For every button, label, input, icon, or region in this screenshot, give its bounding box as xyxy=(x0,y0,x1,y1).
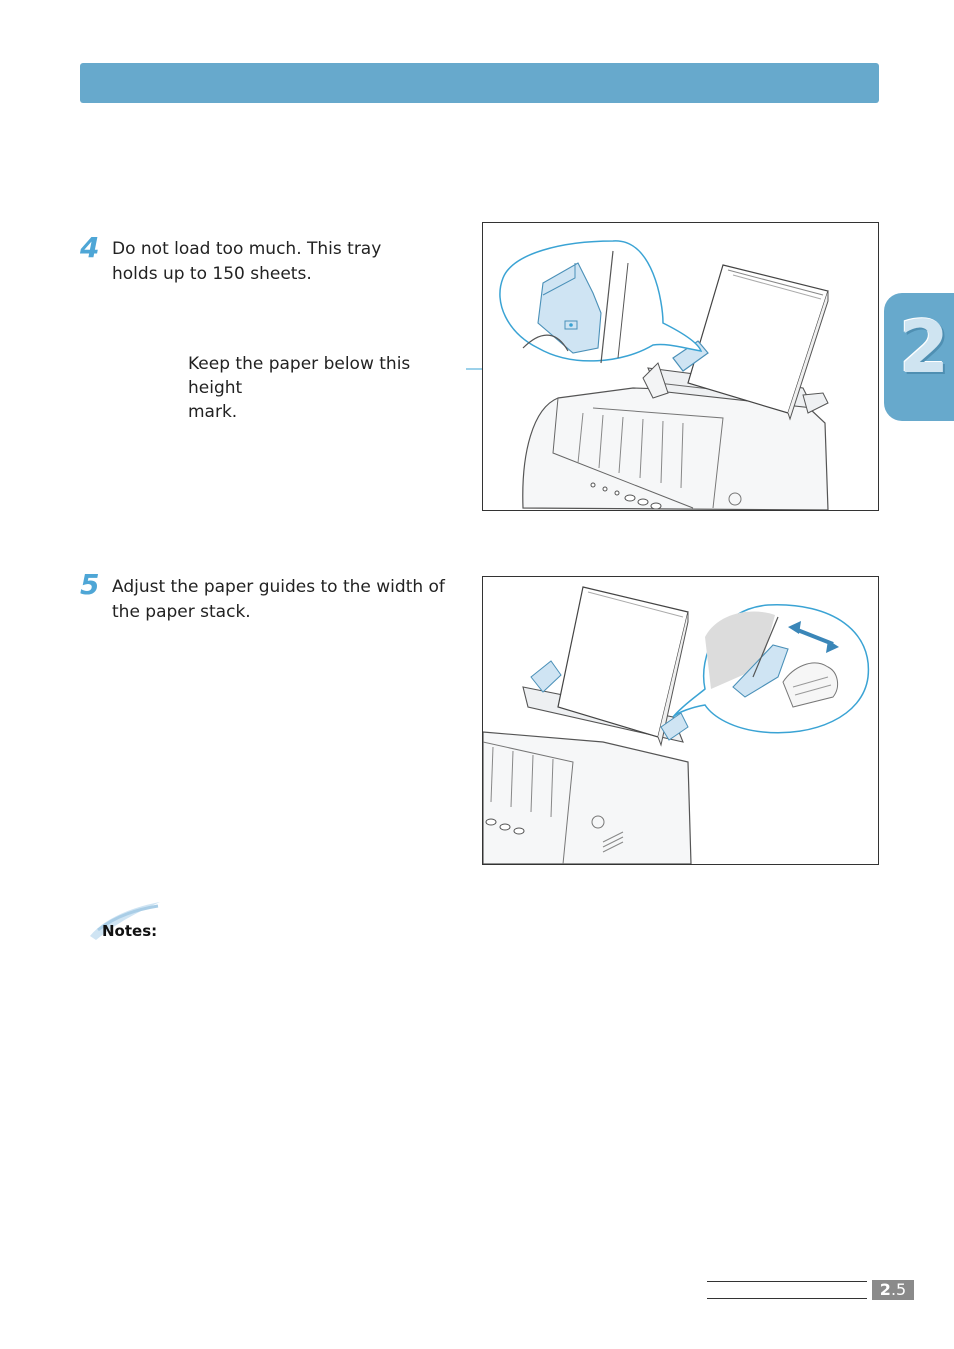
printer-illustration-1 xyxy=(483,223,878,510)
step-5-text xyxy=(112,575,445,625)
callout-line1: Keep the paper below this height xyxy=(188,354,411,398)
page-number-chapter: 2 xyxy=(879,1280,891,1299)
page-number-page: .5 xyxy=(890,1280,907,1299)
figure-tray-capacity xyxy=(482,222,879,511)
step-5-text-line2: the paper stack. xyxy=(112,602,251,622)
step-5-text-line1: Adjust the paper guides to the width of xyxy=(112,577,445,597)
printer-illustration-2 xyxy=(483,577,878,864)
page-number xyxy=(872,1280,914,1300)
notes-label: Notes: xyxy=(102,922,158,940)
callout-line2: mark. xyxy=(188,402,238,422)
footer-rule xyxy=(707,1281,867,1301)
notes-block xyxy=(88,900,178,950)
step-number-5: 5 xyxy=(80,568,100,601)
footer-rule-top xyxy=(707,1281,867,1282)
step-4-text-line2: holds up to 150 sheets. xyxy=(112,264,312,284)
step-4-text-line1: Do not load too much. This tray xyxy=(112,239,382,259)
step-number-4: 4 xyxy=(80,231,100,264)
chapter-number: 2 xyxy=(898,305,950,389)
figure-paper-guides xyxy=(482,576,879,865)
footer-rule-bottom xyxy=(707,1298,867,1299)
